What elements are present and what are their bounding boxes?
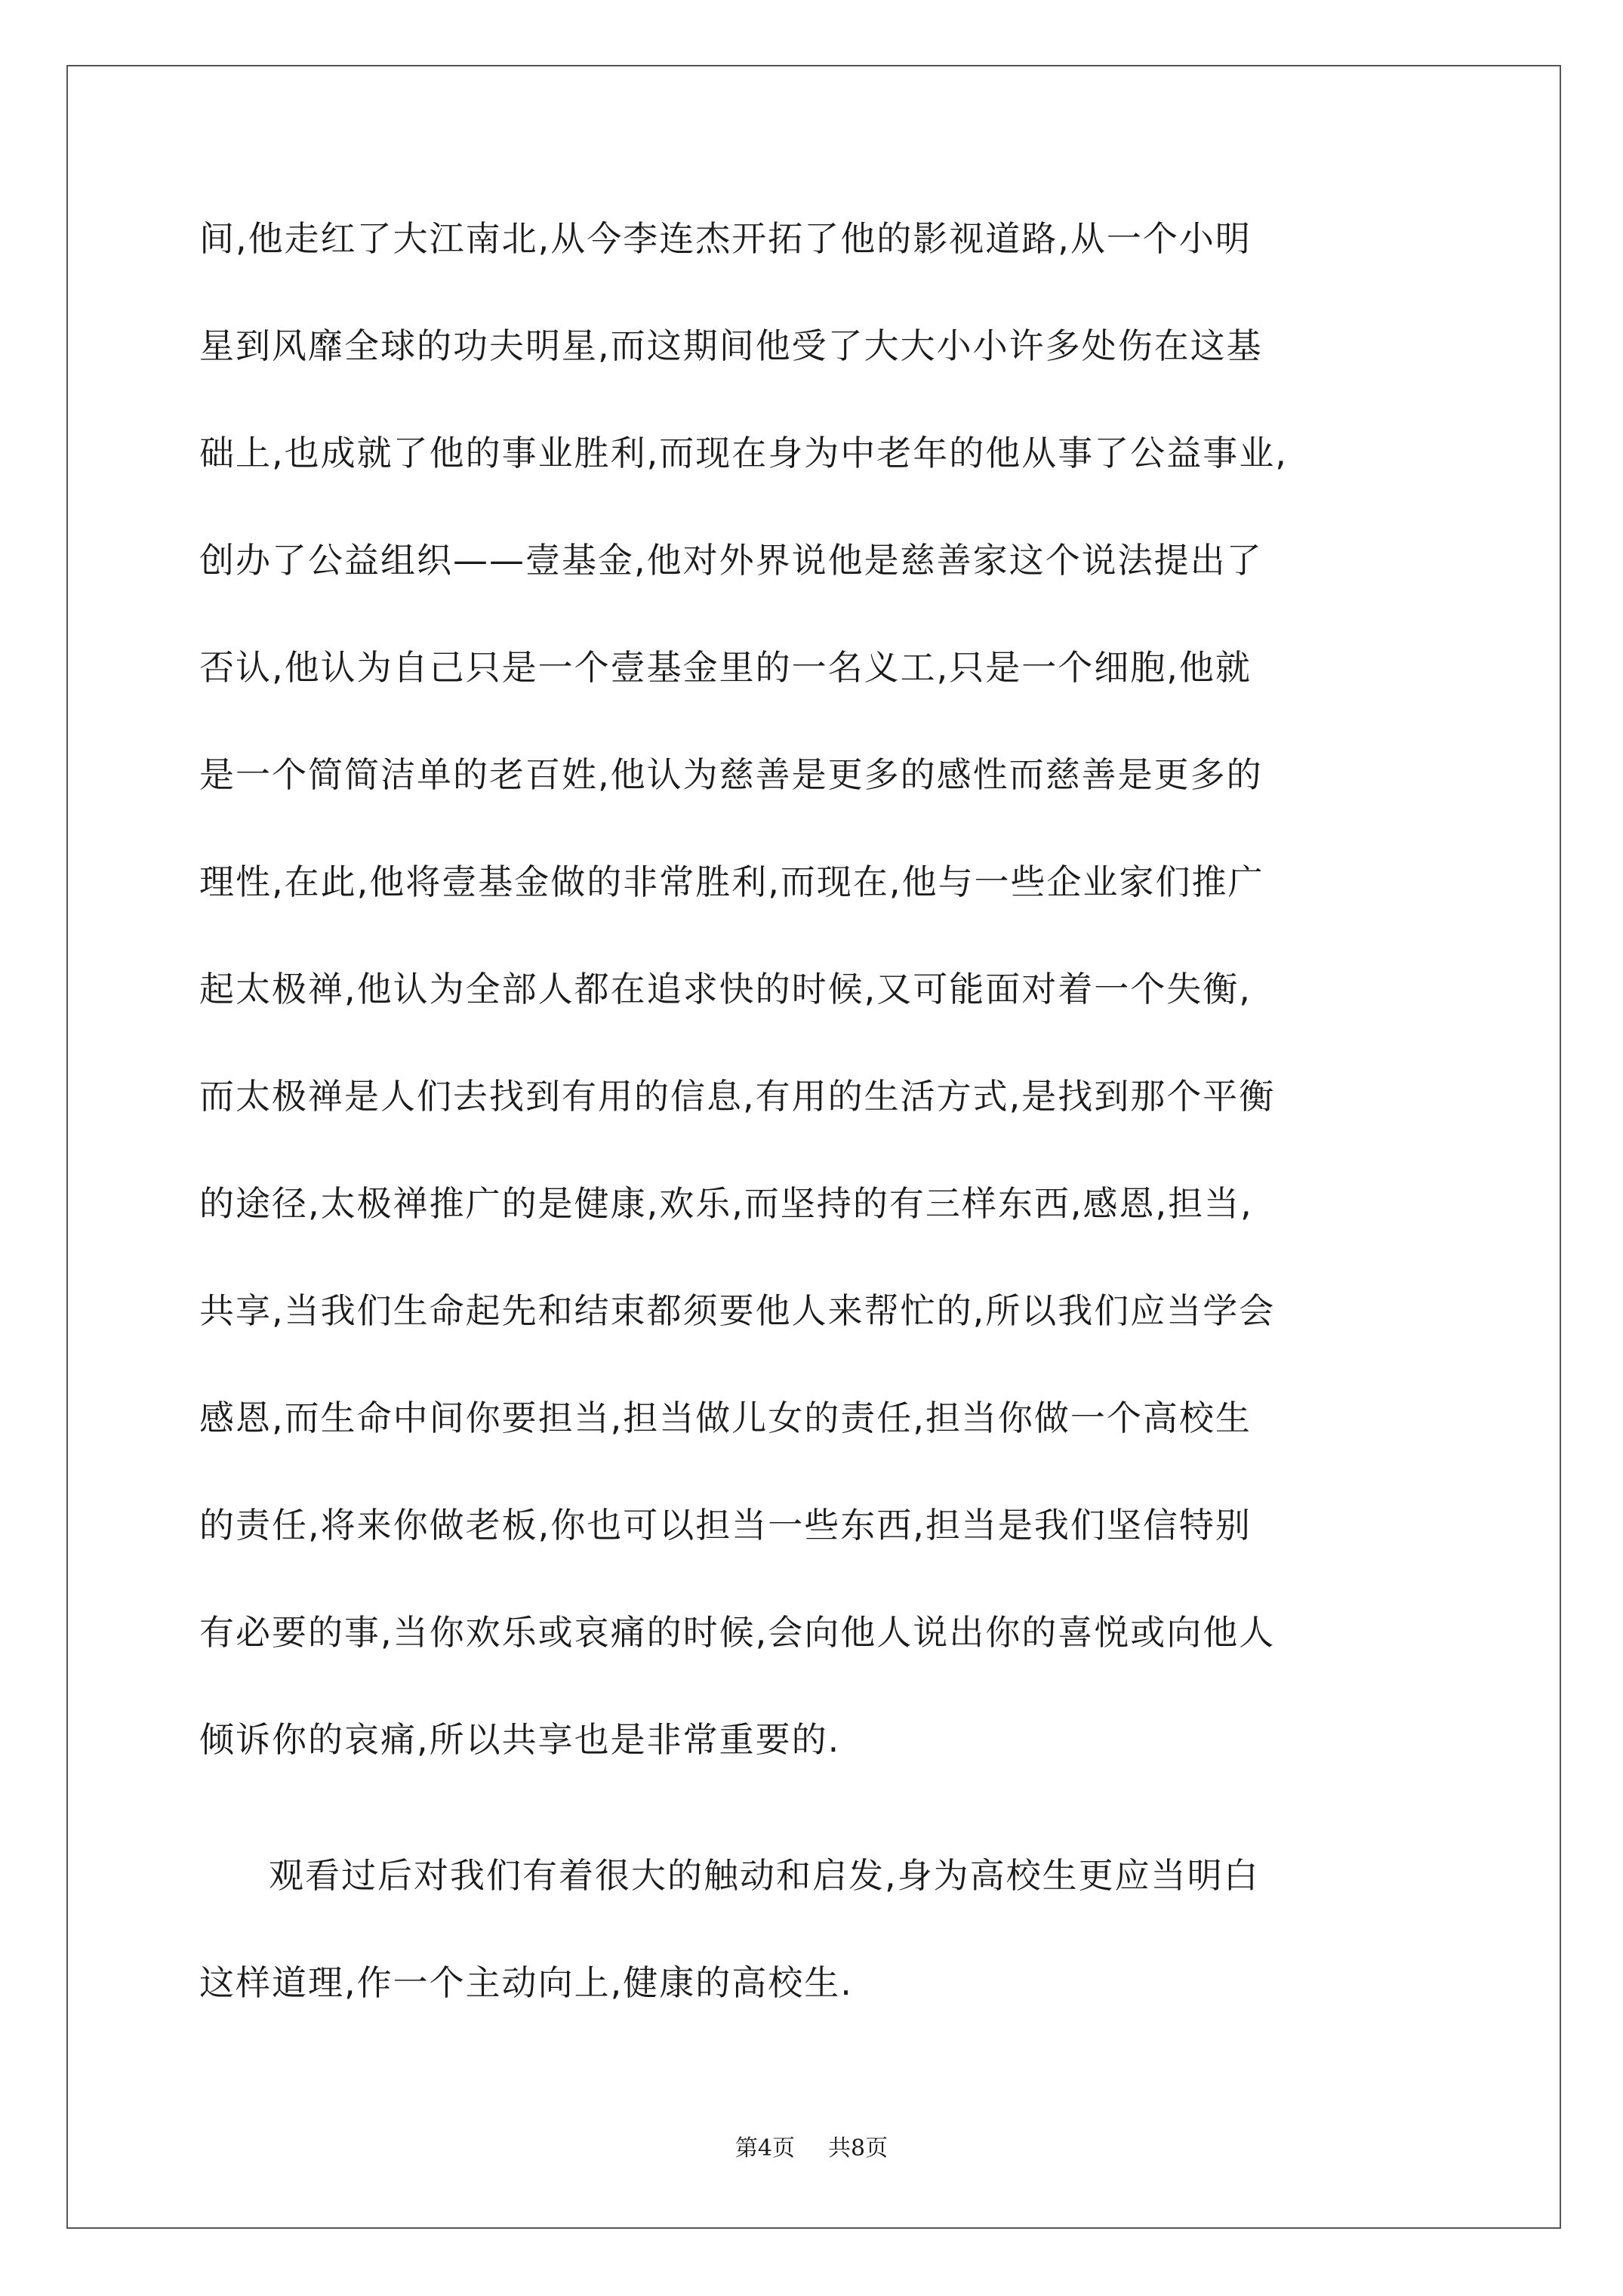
page-number: 第4页 <box>735 2135 795 2162</box>
page-total: 共8页 <box>828 2135 888 2162</box>
page-footer <box>0 2129 1623 2162</box>
text-line: 这样道理,作一个主动向上,健康的高校生. <box>199 1962 853 2003</box>
paragraph-1 <box>199 211 1437 1820</box>
text-line: 的责任,将来你做老板,你也可以担当一些东西,担当是我们坚信特别 <box>199 1505 1252 1546</box>
text-line: 有必要的事,当你欢乐或哀痛的时候,会向他人说出你的喜悦或向他人 <box>199 1612 1276 1653</box>
text-line: 而太极禅是人们去找到有用的信息,有用的生活方式,是找到那个平衡 <box>199 1076 1276 1117</box>
text-line: 否认,他认为自己只是一个壹基金里的一名义工,只是一个细胞,他就 <box>199 647 1252 688</box>
text-line: 的途径,太极禅推广的是健康,欢乐,而坚持的有三样东西,感恩,担当, <box>199 1183 1253 1224</box>
paragraph-2 <box>199 1848 1437 2063</box>
document-body <box>199 211 1437 2063</box>
text-line: 共享,当我们生命起先和结束都须要他人来帮忙的,所以我们应当学会 <box>199 1290 1276 1331</box>
text-line: 础上,也成就了他的事业胜利,而现在身为中老年的他从事了公益事业, <box>199 433 1288 473</box>
text-line: 观看过后对我们有着很大的触动和启发,身为高校生更应当明白 <box>269 1855 1260 1896</box>
text-line: 感恩,而生命中间你要担当,担当做儿女的责任,担当你做一个高校生 <box>199 1398 1252 1438</box>
text-line: 是一个简简洁单的老百姓,他认为慈善是更多的感性而慈善是更多的 <box>199 754 1263 795</box>
text-line: 起太极禅,他认为全部人都在追求快的时候,又可能面对着一个失衡, <box>199 969 1252 1009</box>
text-line: 创办了公益组织——壹基金,他对外界说他是慈善家这个说法提出了 <box>199 540 1263 581</box>
text-line: 倾诉你的哀痛,所以共享也是非常重要的. <box>199 1719 841 1760</box>
text-line: 星到风靡全球的功夫明星,而这期间他受了大大小小许多处伤在这基 <box>199 325 1263 366</box>
text-line: 理性,在此,他将壹基金做的非常胜利,而现在,他与一些企业家们推广 <box>199 861 1264 902</box>
text-line: 间,他走红了大江南北,从今李连杰开拓了他的影视道路,从一个小明 <box>199 218 1252 259</box>
